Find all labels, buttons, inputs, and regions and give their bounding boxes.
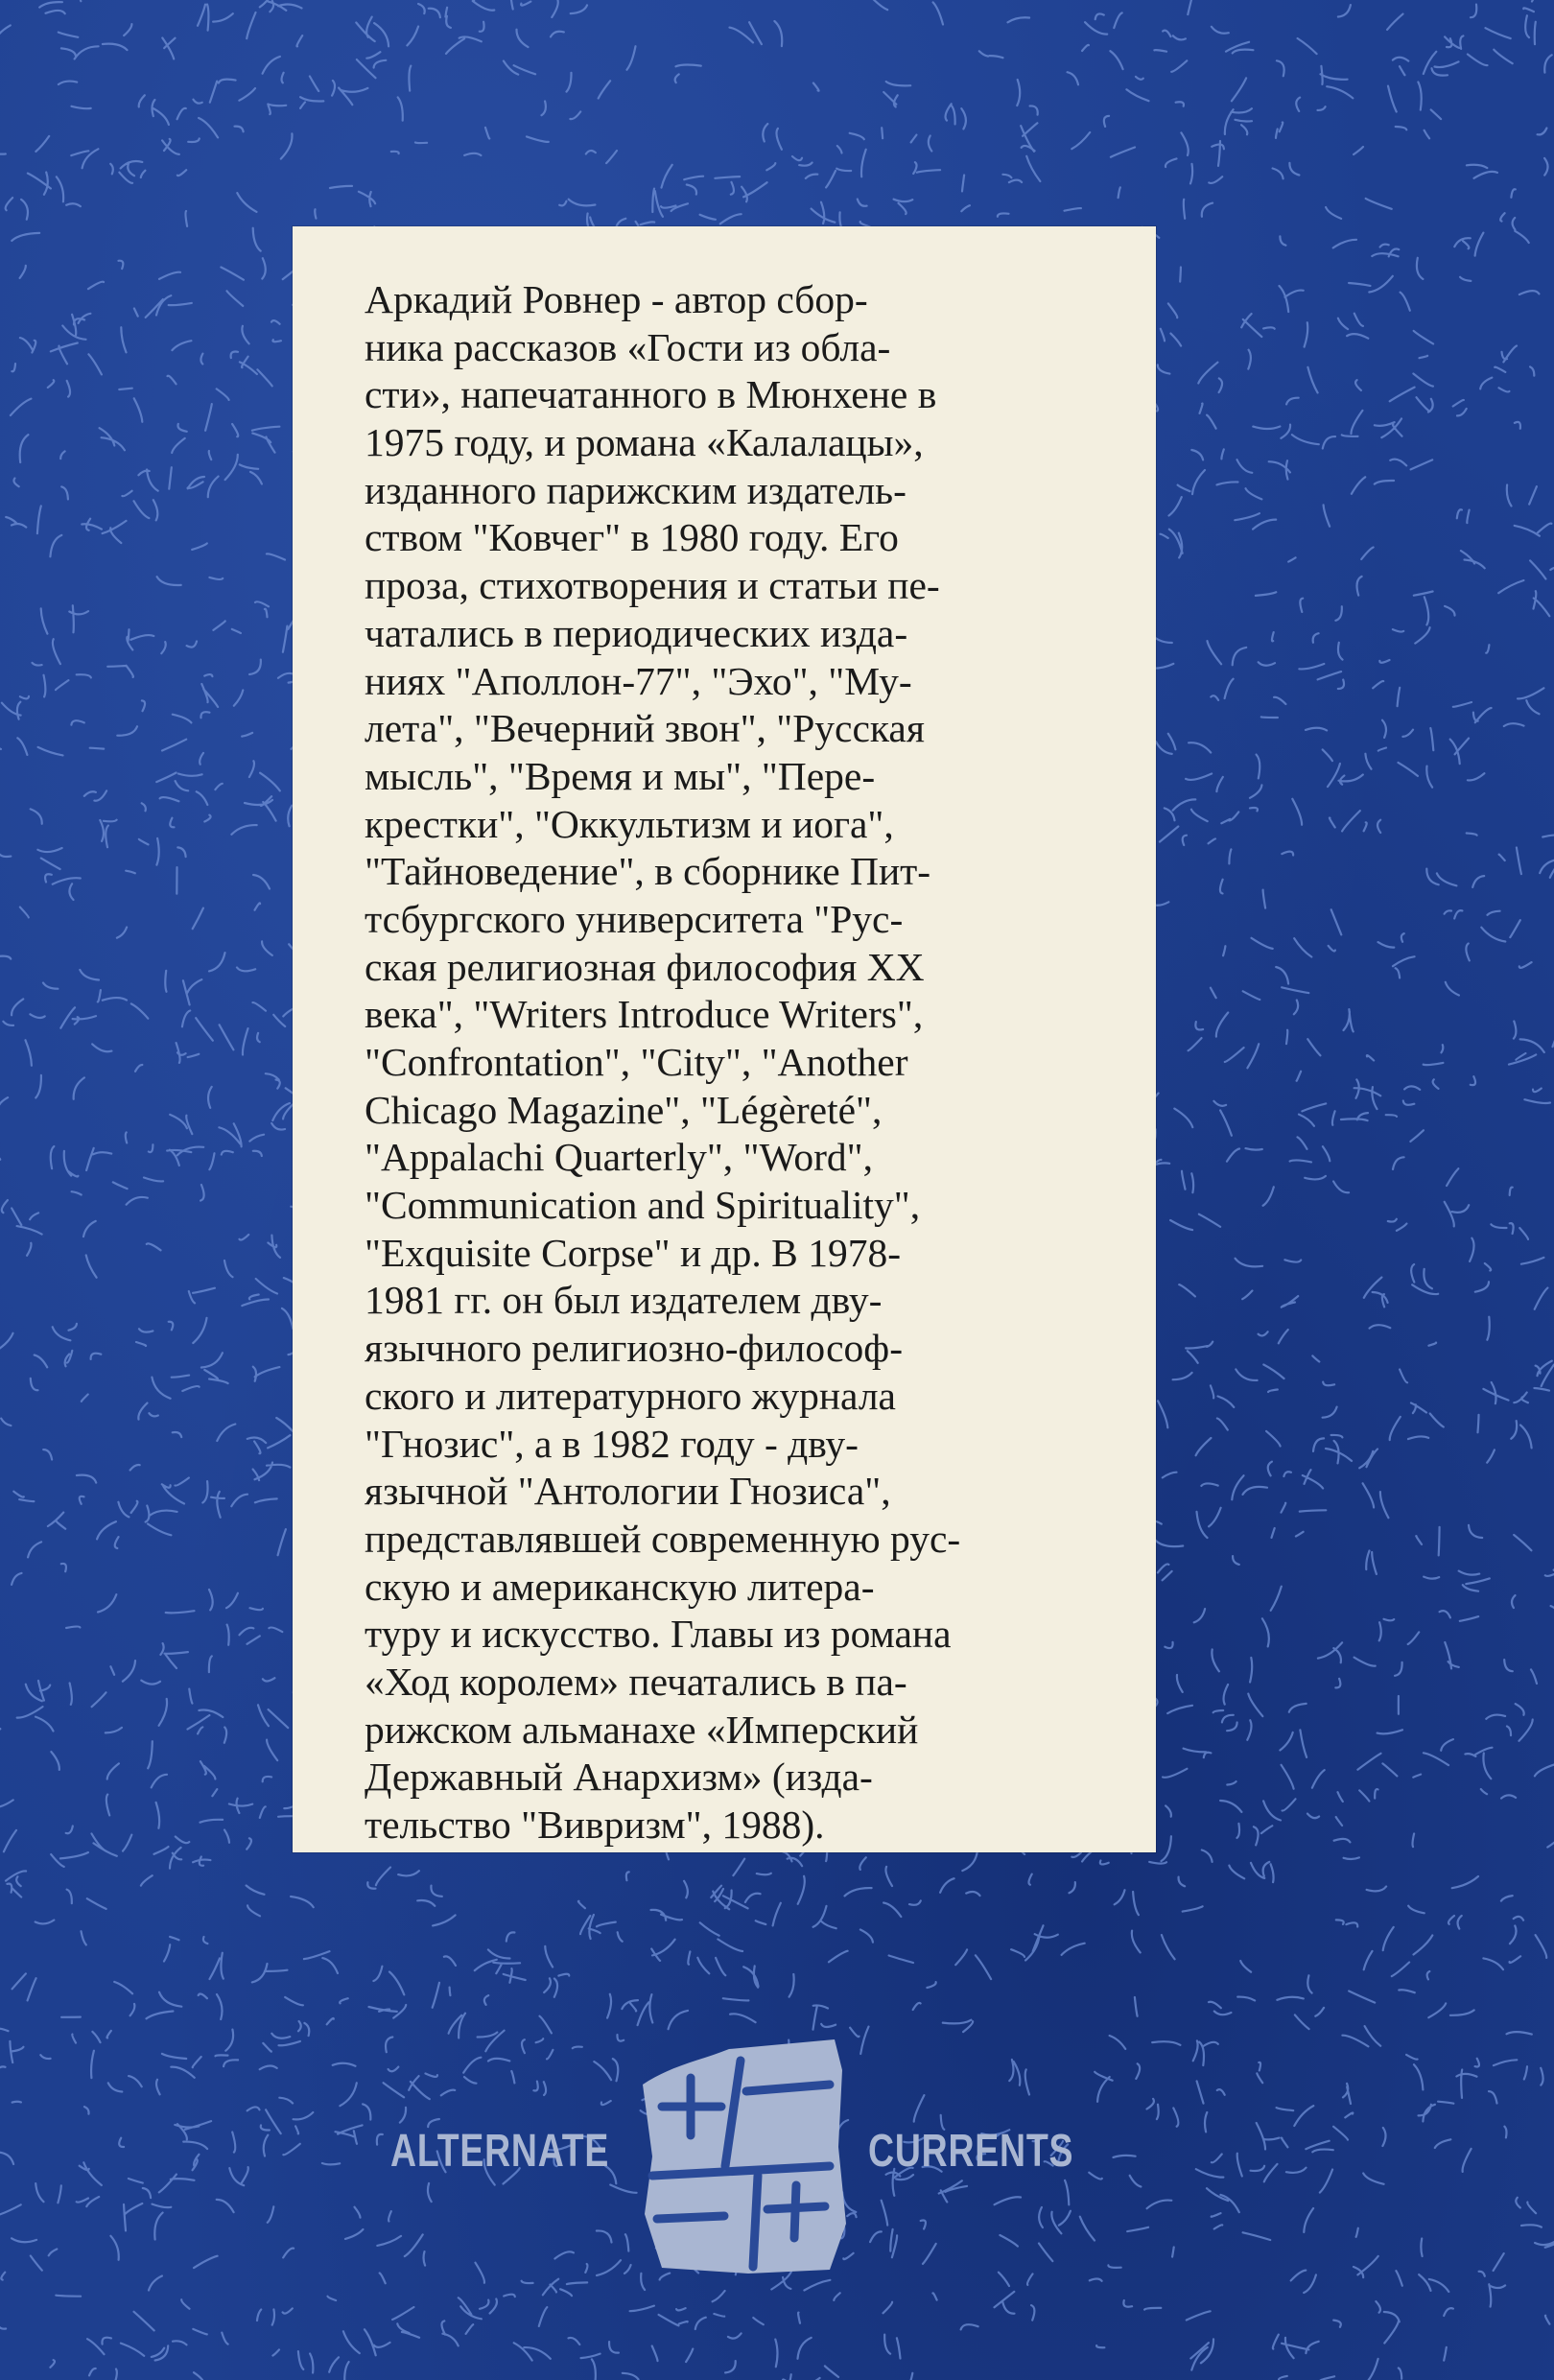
bio-line: Аркадий Ровнер - автор сбор-: [365, 277, 868, 321]
bio-line: язычной "Антологии Гнозиса",: [365, 1469, 891, 1514]
bio-line: Chicago Magazine", "Légèreté",: [365, 1087, 883, 1132]
bio-line: "Гнозис", а в 1982 году - дву-: [365, 1421, 859, 1466]
bio-line: "Communication and Spirituality",: [365, 1183, 921, 1228]
logo-word-alternate: ALTERNATE: [390, 2126, 610, 2177]
bio-line: "Тайноведение", в сборнике Пит-: [365, 849, 931, 894]
bio-line: язычного религиозно-философ-: [365, 1326, 904, 1371]
bio-line: ская религиозная философия XX: [365, 944, 925, 989]
bio-line: скую и американскую литера-: [365, 1564, 875, 1609]
bio-line: крестки", "Оккультизм и иога",: [365, 801, 894, 846]
bio-line: лета", "Вечерний звон", "Русская: [365, 706, 925, 751]
bio-line: «Ход королем» печатались в па-: [365, 1659, 907, 1704]
bio-line: туру и искусство. Главы из романа: [365, 1612, 952, 1657]
bio-line: "Confrontation", "City", "Another: [365, 1040, 908, 1084]
bio-line: чатались в периодических изда-: [365, 610, 908, 655]
bio-line: тельство "Вивризм", 1988).: [365, 1803, 825, 1847]
bio-text: [365, 276, 1122, 1850]
bio-line: изданного парижским издатель-: [365, 467, 906, 512]
bio-line: ника рассказов «Гости из обла-: [365, 324, 891, 369]
bio-line: ского и литературного журнала: [365, 1373, 896, 1418]
bio-line: "Appalachi Quarterly", "Word",: [365, 1135, 873, 1180]
bio-line: 1975 году, и романа «Калалацы»,: [365, 420, 924, 465]
bio-line: 1981 гг. он был издателем дву-: [365, 1278, 883, 1323]
bio-line: Державный Анархизм» (изда-: [365, 1755, 873, 1800]
bio-line: представлявшей современную рус-: [365, 1516, 961, 1561]
bio-line: ством "Ковчег" в 1980 году. Его: [365, 515, 899, 560]
bio-line: века", "Writers Introduce Writers",: [365, 992, 924, 1037]
plus-minus-tile-icon: [633, 2032, 849, 2281]
bio-line: рижском альманахе «Имперский: [365, 1707, 919, 1752]
bio-line: проза, стихотворения и статьи пе-: [365, 563, 940, 608]
bio-line: "Exquisite Corpse" и др. В 1978-: [365, 1230, 902, 1275]
bio-line: тсбургского университета "Рус-: [365, 896, 904, 941]
bio-line: ниях "Аполлон-77", "Эхо", "Му-: [365, 658, 912, 703]
logo-word-currents: CURRENTS: [868, 2126, 1074, 2177]
bio-line: сти», напечатанного в Мюнхене в: [365, 372, 937, 417]
bio-panel: [293, 226, 1156, 1852]
bio-line: мысль", "Время и мы", "Пере-: [365, 753, 876, 798]
